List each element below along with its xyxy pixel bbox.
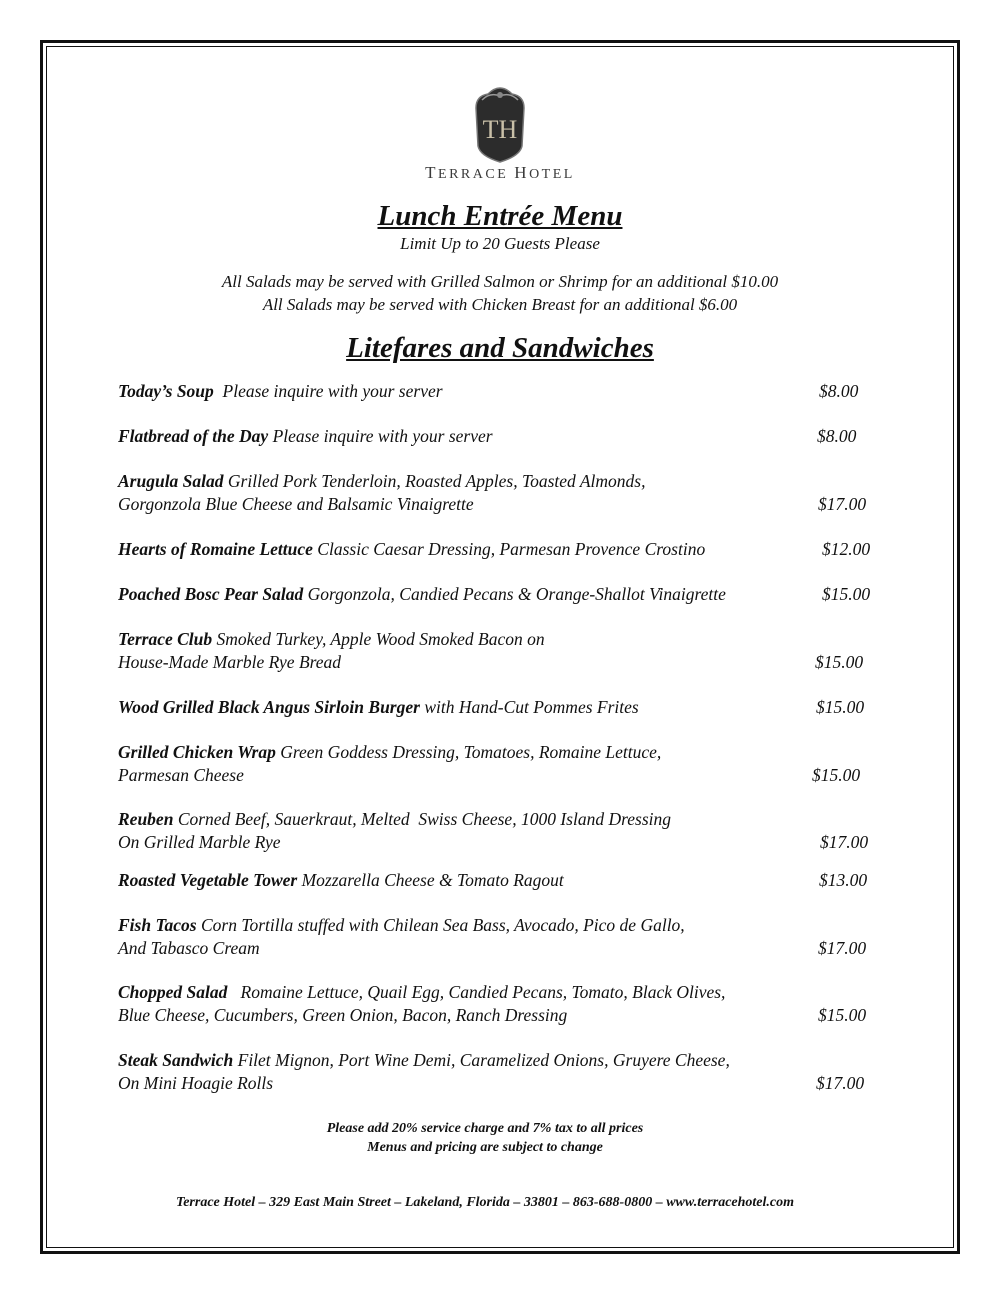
pricing-change-note: Menus and pricing are subject to change (367, 1140, 603, 1155)
menu-title: Lunch Entrée Menu (377, 200, 623, 232)
menu-item-name-line: Arugula Salad Grilled Pork Tenderloin, Roasted Apples, Toasted Almonds, (118, 471, 646, 491)
menu-item-name-line: Chopped Salad Romaine Lettuce, Quail Egg, Candied Pecans, Tomato, Black Olives, (118, 982, 726, 1002)
menu-item-desc-line: On Grilled Marble Rye (118, 832, 281, 852)
menu-item-price: $17.00 (816, 1073, 865, 1093)
menu-item-desc-line: Parmesan Cheese (118, 765, 244, 785)
menu-item-desc-line: Gorgonzola Blue Cheese and Balsamic Vinaigrette (118, 494, 474, 514)
menu-item-price: $15.00 (822, 584, 871, 604)
menu-item-price: $15.00 (812, 765, 861, 785)
service-charge-note: Please add 20% service charge and 7% tax to all prices (326, 1121, 644, 1136)
menu-item-name-line: Roasted Vegetable Tower Mozzarella Cheese & Tomato Ragout (118, 870, 564, 890)
menu-item-price: $17.00 (818, 938, 867, 958)
menu-item-name-line: Today’s Soup Please inquire with your server (118, 381, 443, 401)
menu-item-name-line: Terrace Club Smoked Turkey, Apple Wood Smoked Bacon on (118, 629, 545, 649)
menu-item-price: $15.00 (818, 1005, 867, 1025)
menu-item-price: $8.00 (817, 426, 857, 446)
menu-item-price: $15.00 (815, 652, 864, 672)
menu-item-name-line: Poached Bosc Pear Salad Gorgonzola, Candied Pecans & Orange-Shallot Vinaigrette (118, 584, 726, 604)
menu-item-name-line: Flatbread of the Day Please inquire with your server (118, 426, 493, 446)
menu-item-name-line: Grilled Chicken Wrap Green Goddess Dressing, Tomatoes, Romaine Lettuce, (118, 742, 662, 762)
menu-item-name-line: Fish Tacos Corn Tortilla stuffed with Chilean Sea Bass, Avocado, Pico de Gallo, (118, 915, 685, 935)
hotel-address-line: Terrace Hotel – 329 East Main Street – Lakeland, Florida – 33801 – 863-688-0800 – www.terracehotel.com (175, 1195, 795, 1210)
menu-item-desc-line: On Mini Hoagie Rolls (118, 1073, 274, 1093)
menu-item-desc-line: And Tabasco Cream (118, 938, 260, 958)
menu-item-desc-line: House-Made Marble Rye Bread (118, 652, 342, 672)
menu-item-price: $12.00 (822, 539, 871, 559)
menu-item-price: $13.00 (819, 870, 868, 890)
menu-item-price: $15.00 (816, 697, 865, 717)
menu-item-name-line: Hearts of Romaine Lettuce Classic Caesar Dressing, Parmesan Provence Crostino (118, 539, 706, 559)
logo-monogram: TH (482, 115, 518, 144)
section-title: Litefares and Sandwiches (346, 332, 654, 364)
menu-item-name-line: Steak Sandwich Filet Mignon, Port Wine Demi, Caramelized Onions, Gruyere Cheese, (118, 1050, 730, 1070)
brand-wordmark: TERRACE HOTEL (425, 163, 575, 182)
salad-note-seafood: All Salads may be served with Grilled Salmon or Shrimp for an additional $10.00 (221, 272, 779, 291)
menu-item-price: $17.00 (818, 494, 867, 514)
menu-subtitle: Limit Up to 20 Guests Please (400, 234, 600, 253)
menu-item-price: $17.00 (820, 832, 869, 852)
salad-note-chicken: All Salads may be served with Chicken Breast for an additional $6.00 (262, 295, 738, 314)
menu-item-desc-line: Blue Cheese, Cucumbers, Green Onion, Bacon, Ranch Dressing (118, 1005, 568, 1025)
menu-item-price: $8.00 (819, 381, 859, 401)
menu-item-name-line: Reuben Corned Beef, Sauerkraut, Melted Swiss Cheese, 1000 Island Dressing (118, 809, 671, 829)
menu-item-name-line: Wood Grilled Black Angus Sirloin Burger with Hand-Cut Pommes Frites (118, 697, 639, 717)
